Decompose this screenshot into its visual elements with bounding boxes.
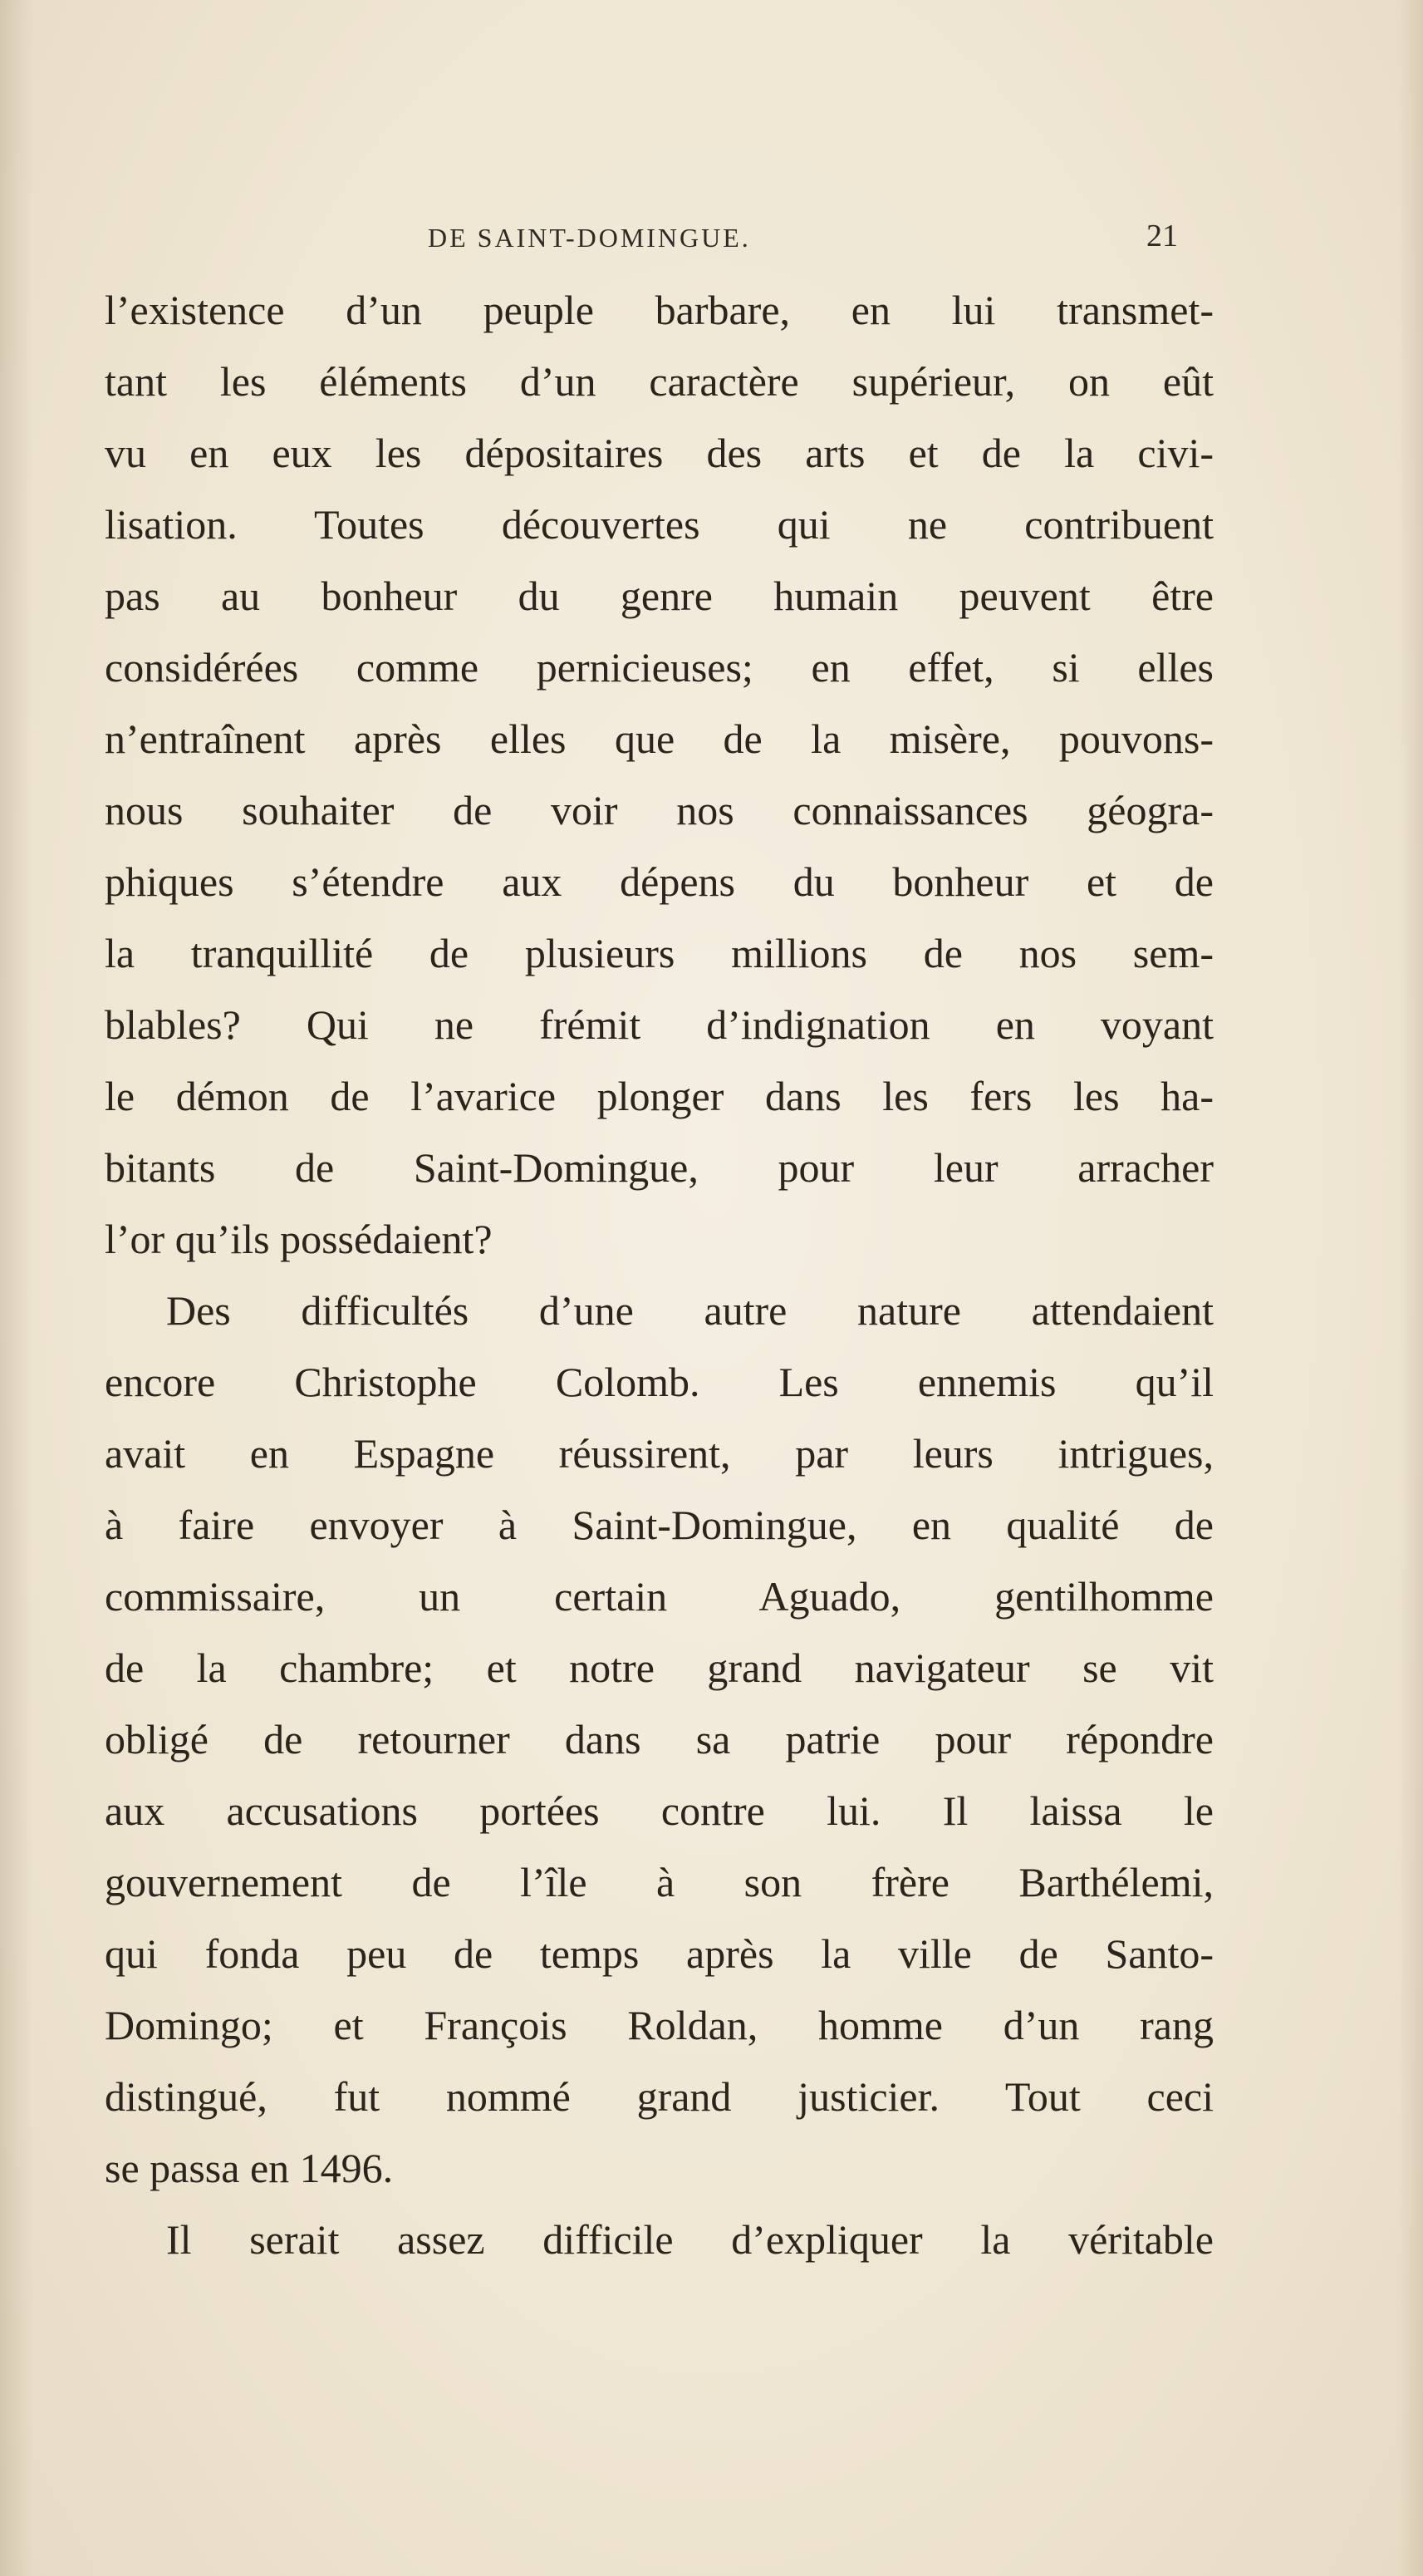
- page-edge-shadow-right: [1398, 0, 1423, 2576]
- text-line: obligé de retourner dans sa patrie pour répondre: [105, 1716, 1214, 1762]
- text-line: pas au bonheur du genre humain peuvent être: [105, 573, 1214, 619]
- text-line: bitants de Saint-Domingue, pour leur arracher: [105, 1144, 1214, 1191]
- paragraph-start-line: Des difficultés d’une autre nature attendaient: [166, 1287, 1214, 1334]
- text-line: Domingo; et François Roldan, homme d’un rang: [105, 2002, 1214, 2048]
- text-line: l’existence d’un peuple barbare, en lui transmet-: [105, 287, 1214, 333]
- text-line: à faire envoyer à Saint-Domingue, en qualité de: [105, 1502, 1214, 1548]
- text-line: le démon de l’avarice plonger dans les fers les ha-: [105, 1073, 1214, 1119]
- paragraph-start-line: Il serait assez difficile d’expliquer la véritable: [166, 2216, 1214, 2263]
- page-edge-shadow-left: [0, 0, 33, 2576]
- text-line: aux accusations portées contre lui. Il laissa le: [105, 1787, 1214, 1834]
- body-text: [105, 274, 1214, 2275]
- text-line: n’entraînent après elles que de la misère, pouvons-: [105, 715, 1214, 762]
- text-line: avait en Espagne réussirent, par leurs intrigues,: [105, 1430, 1214, 1477]
- text-line: la tranquillité de plusieurs millions de nos sem-: [105, 930, 1214, 976]
- text-line: phiques s’étendre aux dépens du bonheur et de: [105, 858, 1214, 905]
- running-head: DE SAINT-DOMINGUE.: [428, 223, 751, 253]
- text-line: qui fonda peu de temps après la ville de Santo-: [105, 1930, 1214, 1977]
- text-line: gouvernement de l’île à son frère Barthélemi,: [105, 1859, 1214, 1905]
- text-line: nous souhaiter de voir nos connaissances géogra-: [105, 787, 1214, 833]
- text-line: tant les éléments d’un caractère supérieur, on eût: [105, 358, 1214, 405]
- text-line: lisation. Toutes découvertes qui ne contribuent: [105, 501, 1214, 548]
- text-line: considérées comme pernicieuses; en effet, si elles: [105, 644, 1214, 691]
- text-line: vu en eux les dépositaires des arts et de la civi-: [105, 430, 1214, 476]
- paragraph-end-line: se passa en 1496.: [105, 2145, 394, 2191]
- text-line: distingué, fut nommé grand justicier. Tout ceci: [105, 2073, 1214, 2120]
- text-line: blables? Qui ne frémit d’indignation en voyant: [105, 1001, 1214, 1048]
- text-line: de la chambre; et notre grand navigateur se vit: [105, 1644, 1214, 1691]
- text-line: encore Christophe Colomb. Les ennemis qu’il: [105, 1359, 1214, 1405]
- paragraph-end-line: l’or qu’ils possédaient?: [105, 1216, 493, 1262]
- page-number: 21: [1146, 219, 1178, 253]
- text-line: commissaire, un certain Aguado, gentilhomme: [105, 1573, 1214, 1620]
